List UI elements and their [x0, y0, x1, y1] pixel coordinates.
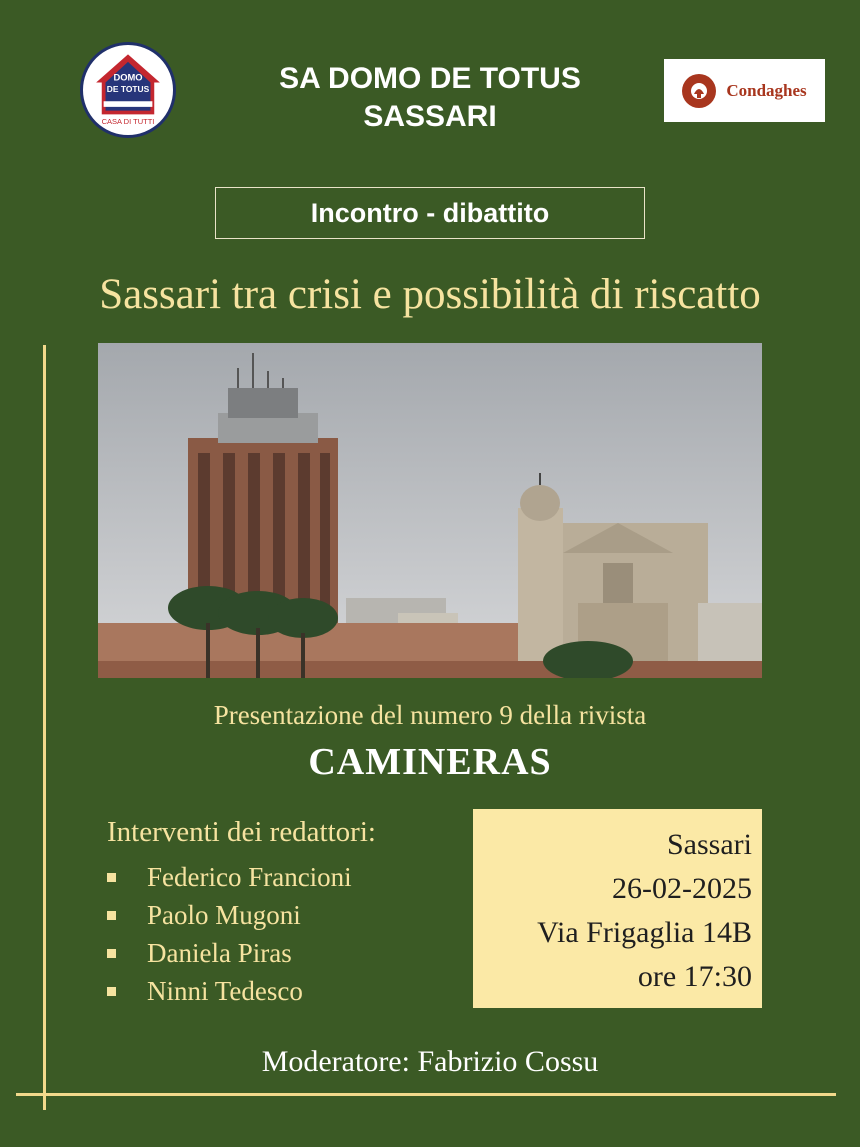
list-item [107, 972, 352, 1010]
event-time: ore 17:30 [637, 960, 752, 993]
presentation-line: Presentazione del numero 9 della rivista [213, 700, 647, 730]
svg-text:CASA DI TUTTI: CASA DI TUTTI [101, 116, 155, 126]
magazine-name: CAMINERAS [308, 741, 552, 783]
speaker-name: Daniela Piras [147, 938, 292, 968]
sa-domo-de-totus-logo [80, 42, 176, 138]
speaker-list [107, 858, 352, 1010]
house-logo-icon [83, 45, 173, 135]
warrior-head-icon [682, 74, 716, 108]
speaker-name: Paolo Mugoni [147, 900, 301, 930]
organization-city: SASSARI [363, 100, 497, 133]
bullet-icon [107, 911, 116, 920]
condaghes-logo [664, 59, 825, 122]
speakers-heading: Interventi dei redattori: [107, 816, 376, 848]
event-date: 26-02-2025 [612, 872, 752, 905]
speaker-name: Ninni Tedesco [147, 976, 303, 1006]
decorative-horizontal-line [16, 1093, 836, 1096]
bullet-icon [107, 987, 116, 996]
list-item [107, 858, 352, 896]
main-title: Sassari tra crisi e possibilità di riscatto [99, 271, 761, 318]
moderator-line: Moderatore: Fabrizio Cossu [261, 1045, 599, 1078]
organization-title [210, 60, 650, 136]
event-address: Via Frigaglia 14B [537, 916, 752, 949]
bullet-icon [107, 949, 116, 958]
bullet-icon [107, 873, 116, 882]
svg-text:DE TOTUS: DE TOTUS [106, 83, 150, 94]
organization-name: SA DOMO DE TOTUS [279, 62, 581, 95]
list-item [107, 934, 352, 972]
list-item [107, 896, 352, 934]
event-type-box [215, 187, 645, 239]
event-city: Sassari [667, 828, 752, 861]
event-type-label: Incontro - dibattito [310, 197, 550, 228]
city-skyline-photo [98, 343, 762, 678]
event-info-box [473, 809, 762, 1008]
condaghes-brand-text: Condaghes [726, 80, 807, 100]
svg-text:DOMO: DOMO [113, 72, 143, 83]
speaker-name: Federico Francioni [147, 862, 352, 892]
